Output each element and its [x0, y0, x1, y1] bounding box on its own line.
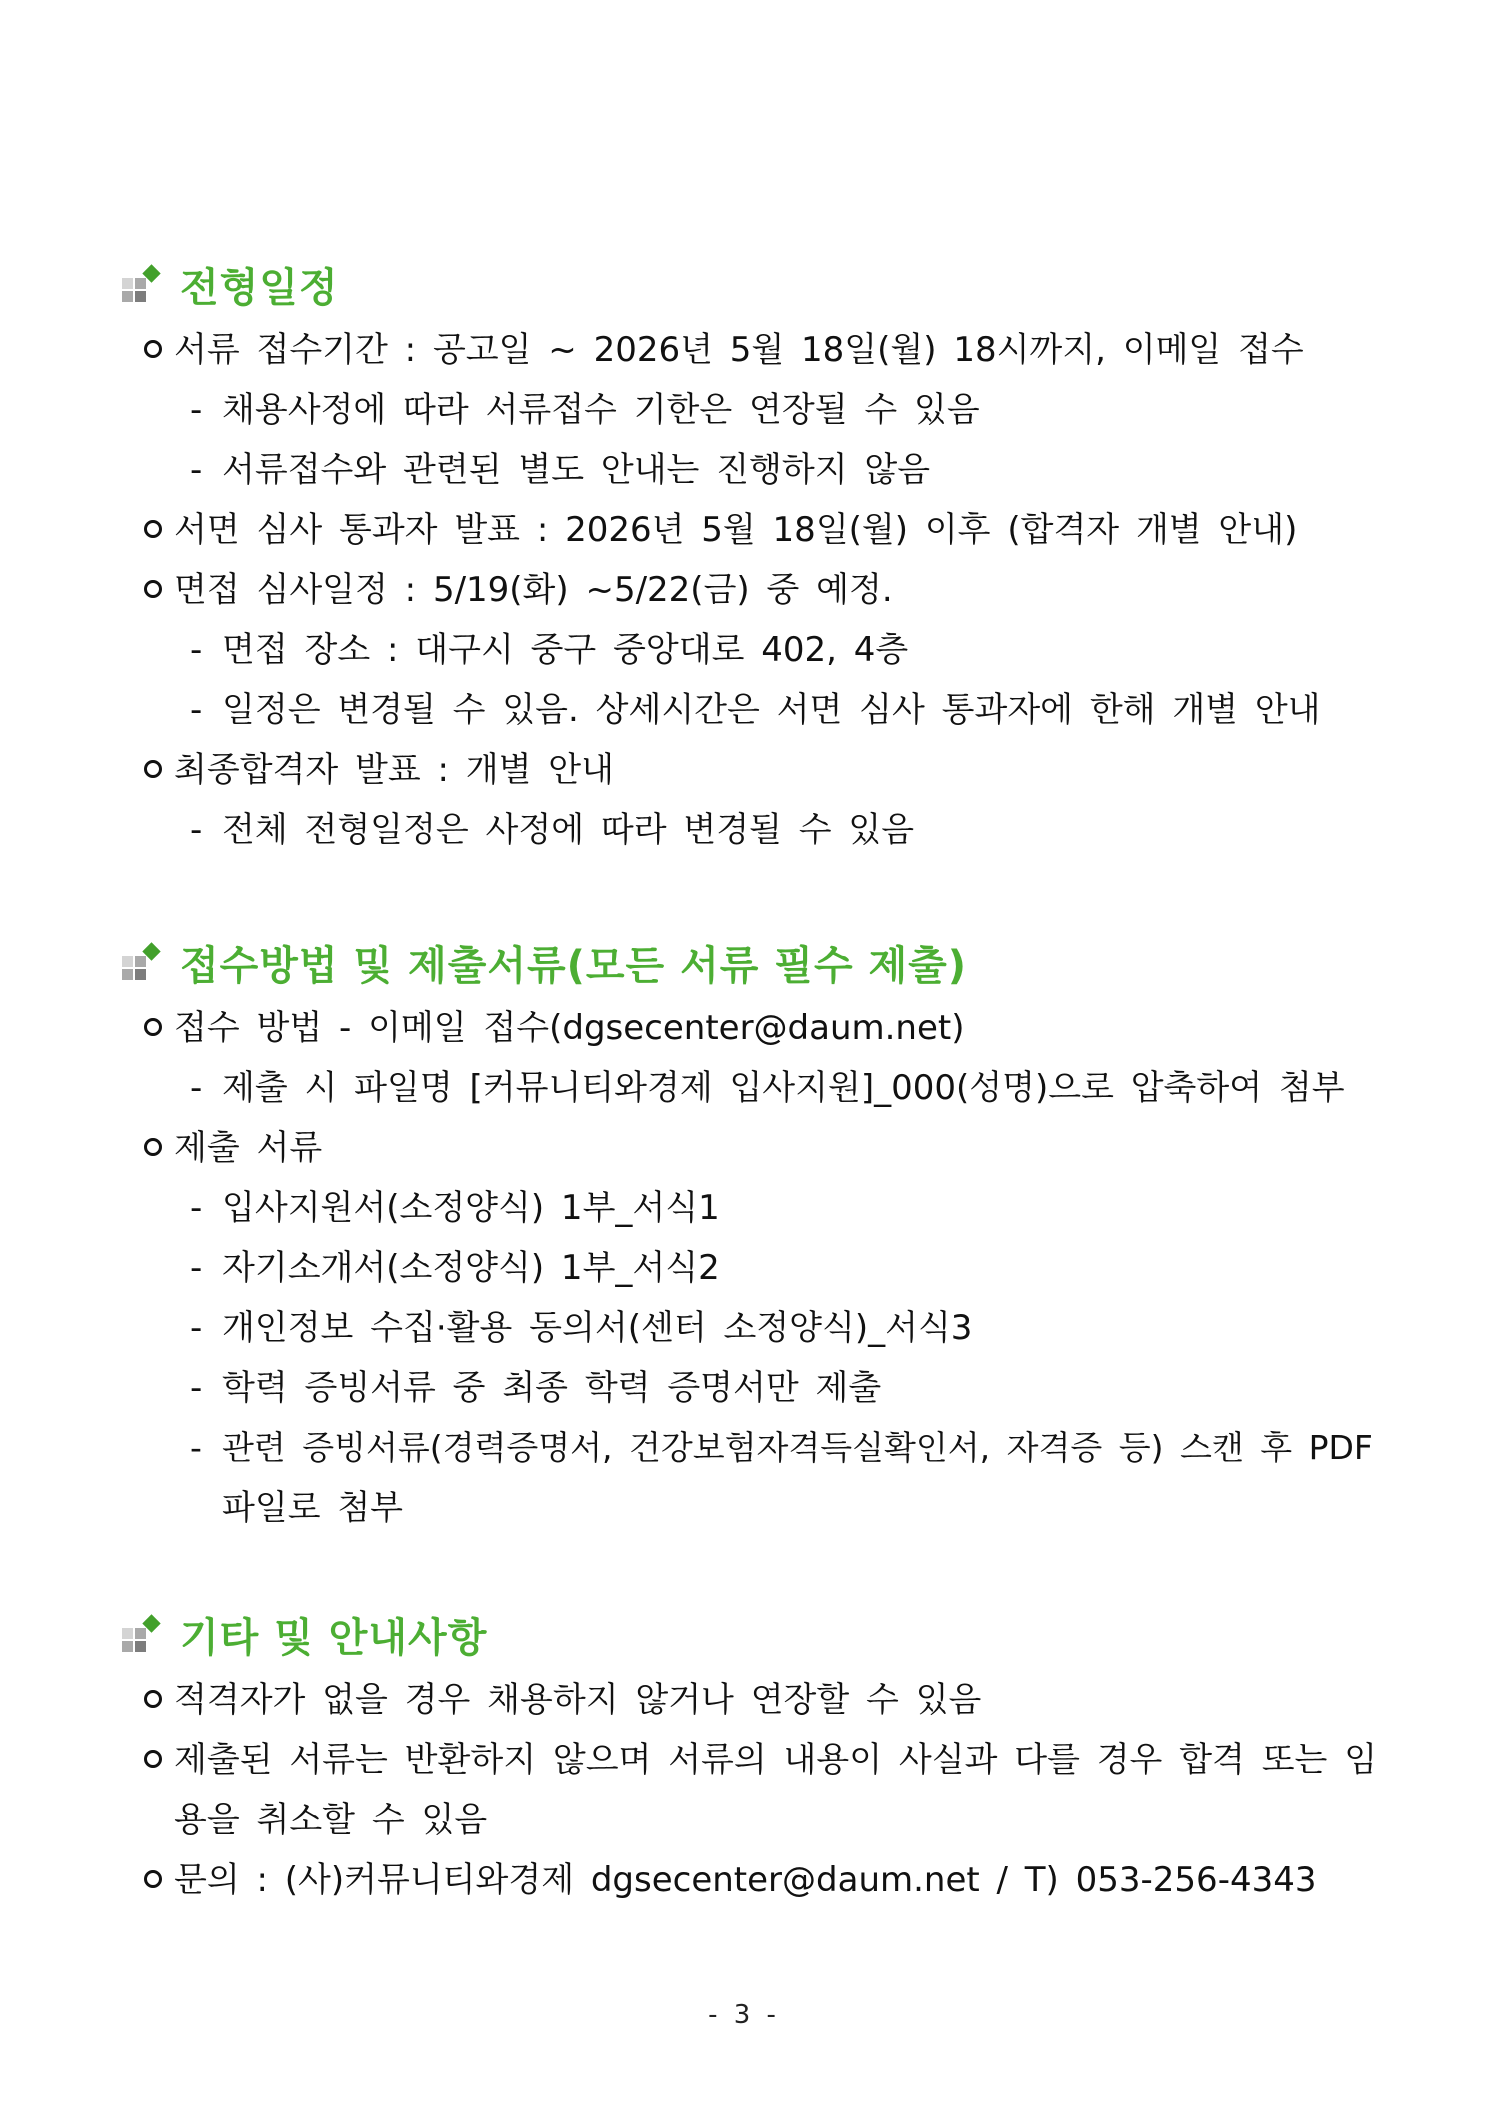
hollow-circle-icon [144, 580, 162, 598]
list-item: 면접 심사일정 : 5/19(화) ~5/22(금) 중 예정. [122, 560, 1402, 620]
section-application [122, 926, 1402, 1538]
list-subitem: - 자기소개서(소정양식) 1부_서식2 [190, 1248, 720, 1288]
list-subitem: - 제출 시 파일명 [커뮤니티와경제 입사지원]_000(성명)으로 압축하여 첨부 [190, 1068, 1345, 1108]
hollow-circle-icon [144, 520, 162, 538]
hollow-circle-icon [144, 1750, 162, 1768]
list-subitem: - 서류접수와 관련된 별도 안내는 진행하지 않음 [190, 450, 931, 490]
section-heading [122, 248, 1402, 320]
section-title: 기타 및 안내사항 [180, 1614, 488, 1661]
hollow-circle-icon [144, 1870, 162, 1888]
list-item: 제출된 서류는 반환하지 않으며 서류의 내용이 사실과 다를 경우 합격 또는 임 [122, 1730, 1402, 1790]
list-subitem: - 일정은 변경될 수 있음. 상세시간은 서면 심사 통과자에 한해 개별 안내 [190, 690, 1321, 730]
hollow-circle-icon [144, 1018, 162, 1036]
section-marker-icon [122, 1614, 168, 1654]
section-title: 전형일정 [180, 264, 339, 311]
hollow-circle-icon [144, 340, 162, 358]
hollow-circle-icon [144, 1690, 162, 1708]
section-heading [122, 926, 1402, 998]
list-item: 서면 심사 통과자 발표 : 2026년 5월 18일(월) 이후 (합격자 개별 안내) [122, 500, 1402, 560]
section-schedule [122, 248, 1402, 860]
list-item: 제출 서류 [122, 1118, 1402, 1178]
section-marker-icon [122, 942, 168, 982]
hollow-circle-icon [144, 1138, 162, 1156]
list-subitem: - 채용사정에 따라 서류접수 기한은 연장될 수 있음 [190, 390, 980, 430]
page-number: - 3 - [708, 2000, 780, 2030]
list-item: 서류 접수기간 : 공고일 ~ 2026년 5월 18일(월) 18시까지, 이메일 접수 [122, 320, 1402, 380]
section-title: 접수방법 및 제출서류(모든 서류 필수 제출) [180, 942, 968, 989]
list-item-continuation: 용을 취소할 수 있음 [174, 1800, 488, 1840]
list-subitem: - 개인정보 수집·활용 동의서(센터 소정양식)_서식3 [190, 1308, 973, 1348]
list-item: 문의 : (사)커뮤니티와경제 dgsecenter@daum.net / T) 053-256-4343 [122, 1850, 1402, 1910]
list-subitem: - 입사지원서(소정양식) 1부_서식1 [190, 1188, 720, 1228]
list-subitem: - 면접 장소 : 대구시 중구 중앙대로 402, 4층 [190, 630, 909, 670]
list-subitem: - 관련 증빙서류(경력증명서, 건강보험자격득실확인서, 자격증 등) 스캔 후 PDF [190, 1428, 1373, 1467]
section-heading [122, 1598, 1402, 1670]
section-marker-icon [122, 264, 168, 304]
hollow-circle-icon [144, 760, 162, 778]
section-notes [122, 1598, 1402, 1910]
list-subitem: - 학력 증빙서류 중 최종 학력 증명서만 제출 [190, 1368, 882, 1408]
list-subitem: - 전체 전형일정은 사정에 따라 변경될 수 있음 [190, 810, 915, 850]
list-item: 최종합격자 발표 : 개별 안내 [122, 740, 1402, 800]
list-item: 적격자가 없을 경우 채용하지 않거나 연장할 수 있음 [122, 1670, 1402, 1730]
list-item: 접수 방법 - 이메일 접수(dgsecenter@daum.net) [122, 998, 1402, 1058]
list-subitem-continuation: 파일로 첨부 [222, 1488, 404, 1528]
